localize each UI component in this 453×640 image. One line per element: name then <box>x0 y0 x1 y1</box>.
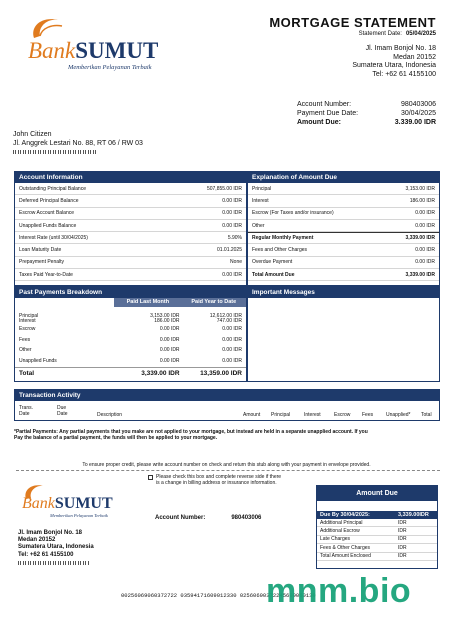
amount-due-value: 3.339.00 IDR <box>394 119 436 126</box>
past-payment-label: Unapplied Funds <box>19 357 57 364</box>
stub-amount-due-box <box>316 485 438 569</box>
important-messages-panel <box>247 286 440 382</box>
past-payment-row <box>15 345 246 356</box>
past-payment-ytd: 12,612.00 IDR <box>209 312 242 319</box>
cut-line <box>16 470 440 471</box>
account-summary <box>297 100 436 127</box>
customer-street: Jl. Anggrek Lestari No. 88, RT 06 / RW 03 <box>13 140 143 147</box>
col-unapplied: Unapplied* <box>386 412 411 418</box>
account-info-row-label: Deferred Principal Balance <box>19 197 79 204</box>
past-payment-last: 0.00 IDR <box>159 336 180 343</box>
past-payment-last: 3,153.00 IDR <box>150 312 180 319</box>
amount-due-row-value: 3,339.00 IDR <box>405 271 435 278</box>
account-info-row <box>15 257 246 269</box>
stub-amount-row-label: Fees & Other Charges <box>320 544 371 551</box>
account-info-row-label: Interest Rate (until 30/04/2025) <box>19 234 88 241</box>
account-info-row-value: 01.01.2025 <box>216 247 242 254</box>
past-payment-label: Fees <box>19 336 31 343</box>
amount-due-row-value: 0.00 IDR <box>415 259 435 266</box>
cut-line-instruction: To ensure proper credit, please write account number on check and return this stub along with your payment in envelope provided. <box>82 462 371 468</box>
transaction-activity-panel <box>14 389 440 421</box>
past-payment-row <box>15 319 246 325</box>
account-information-title: Account Information <box>15 172 246 183</box>
past-payment-row <box>15 356 246 367</box>
col-total: Total <box>421 412 432 418</box>
stub-bank-address <box>18 530 94 565</box>
bank-name-bank: Bank <box>28 38 76 63</box>
amount-due-row-label: Other <box>252 222 265 229</box>
account-info-row-label: Prepayment Penalty <box>19 259 65 266</box>
stub-amount-row <box>317 527 437 535</box>
paid-last-month-header: Paid Last Month <box>114 298 181 307</box>
transaction-activity-title: Transaction Activity <box>15 390 439 401</box>
bank-logo <box>28 14 188 74</box>
amount-due-row-label: Fees and Other Charges <box>252 247 308 254</box>
amount-due-row <box>248 269 439 281</box>
address-change-checkbox[interactable] <box>148 475 153 480</box>
partial-payments-line1: *Partial Payments: Any partial payments that you make are not applied to your mortgage, but instead are held in a separate unapplied account. If you <box>14 429 368 435</box>
stub-amount-row-label: Total Amount Enclosed <box>320 553 371 560</box>
past-payment-last: 186.00 IDR <box>154 318 180 325</box>
stub-due-by-value: 3,339.00IDR <box>398 512 429 518</box>
amount-due-row-value: 3,153.00 IDR <box>405 185 435 192</box>
account-information-panel <box>14 171 247 286</box>
account-info-row <box>15 269 246 281</box>
bank-address-line3: Sumatera Utara, Indonesia <box>352 62 436 70</box>
stub-amount-due-title: Amount Due <box>317 486 437 501</box>
address-change-note <box>148 474 281 486</box>
stub-due-by-label: Due By 30/04/2025: <box>320 512 370 518</box>
amount-due-row-value: 0.00 IDR <box>415 247 435 254</box>
account-info-row <box>15 195 246 207</box>
stub-postal-barcode <box>18 561 90 565</box>
account-number-label: Account Number: <box>297 101 352 108</box>
account-number: 980403006 <box>400 101 436 108</box>
past-payments-total-row <box>15 367 246 378</box>
past-payment-last: 0.00 IDR <box>159 357 180 364</box>
stub-account-number <box>155 515 261 521</box>
amount-due-row-value: 186.00 IDR <box>409 197 435 204</box>
col-interest: Interest <box>304 412 321 418</box>
account-info-row-label: Outstanding Principal Balance <box>19 185 86 192</box>
amount-due-row <box>248 183 439 195</box>
past-payments-panel <box>14 286 247 382</box>
bank-phone: Tel: +62 61 4155100 <box>372 70 436 78</box>
stub-bank-name-sumut: SUMUT <box>54 495 113 512</box>
amount-due-explanation-panel <box>247 171 440 286</box>
stub-address-line2: Medan 20152 <box>18 537 56 544</box>
amount-due-row-label: Regular Monthly Payment <box>252 235 314 242</box>
past-payments-total-last: 3,339.00 IDR <box>141 369 180 377</box>
stub-amount-row <box>317 553 437 561</box>
amount-due-row-label: Overdue Payment <box>252 259 293 266</box>
document-title: MORTGAGE STATEMENT <box>269 15 436 30</box>
account-info-row <box>15 220 246 232</box>
account-info-row-value: 0.00 IDR <box>222 222 242 229</box>
stub-address-line1: Jl. Imam Bonjol No. 18 <box>18 530 83 536</box>
stub-amount-row-value[interactable]: IDR <box>398 536 407 543</box>
stub-amount-row-value[interactable]: IDR <box>398 528 407 535</box>
bank-name-sumut: SUMUT <box>75 38 159 63</box>
stub-amount-row-value[interactable]: IDR <box>398 553 407 560</box>
col-fees: Fees <box>362 412 374 418</box>
past-payment-label: Escrow <box>19 326 36 333</box>
amount-due-explanation-title: Explanation of Amount Due <box>248 172 439 183</box>
col-trans-date: Date <box>19 410 30 417</box>
past-payment-ytd: 0.00 IDR <box>222 326 242 333</box>
stub-amount-row <box>317 544 437 552</box>
statement-date: 05/04/2025 <box>405 31 436 37</box>
partial-payments-note <box>14 429 440 441</box>
col-principal: Principal <box>271 412 291 418</box>
col-escrow: Escrow <box>334 412 351 418</box>
past-payments-title: Past Payments Breakdown <box>15 287 246 298</box>
account-info-row <box>15 183 246 195</box>
bank-tagline: Memberikan Pelayanan Terbaik <box>68 64 152 71</box>
stub-amount-row-label: Late Charges <box>320 536 351 543</box>
col-trans: Trans. <box>19 405 33 411</box>
amount-due-row-label: Interest <box>252 197 269 204</box>
past-payment-label: Interest <box>19 318 36 325</box>
stub-amount-row-value[interactable]: IDR <box>398 519 407 526</box>
account-info-row <box>15 232 246 244</box>
stub-bank-tagline: Memberikan Pelayanan Terbaik <box>50 513 108 518</box>
amount-due-label: Amount Due: <box>297 119 341 126</box>
past-payments-total-label: Total <box>19 369 35 377</box>
amount-due-row <box>248 220 439 232</box>
stub-address-line3: Sumatera Utara, Indonesia <box>18 544 94 551</box>
amount-due-row-label: Principal <box>252 185 272 192</box>
stub-bank-logo <box>22 482 132 524</box>
account-info-row-label: Unapplied Funds Balance <box>19 222 77 229</box>
account-info-row-value: 0.00 IDR <box>222 271 242 278</box>
amount-due-row-label: Total Amount Due <box>252 271 295 278</box>
postal-barcode <box>13 150 97 154</box>
past-payment-ytd: 0.00 IDR <box>222 336 242 343</box>
stub-bank-name-bank: Bank <box>22 495 55 512</box>
bank-address-line1: Jl. Imam Bonjol No. 18 <box>365 45 436 52</box>
amount-due-row <box>248 257 439 269</box>
amount-due-row-value: 0.00 IDR <box>415 210 435 217</box>
account-info-row-label: Escrow Account Balance <box>19 210 75 217</box>
account-info-row-value: 5.90% <box>227 234 242 241</box>
partial-payments-line2: Pay the balance of a partial payment, the funds will then be applied to your mortgage. <box>14 435 218 442</box>
past-payment-ytd: 0.00 IDR <box>222 357 242 364</box>
stub-amount-row-label: Additional Escrow <box>320 528 360 535</box>
stub-phone: Tel: +62 61 4155100 <box>18 551 74 558</box>
micr-line: 00256069060372722 03594171609012330 02560690372245609060130 <box>121 592 316 599</box>
payment-due-label: Payment Due Date: <box>297 110 359 117</box>
past-payment-row <box>15 324 246 335</box>
account-info-row <box>15 244 246 256</box>
col-description: Description <box>97 412 123 418</box>
stub-account-number-label: Account Number: <box>155 515 206 521</box>
amount-due-row <box>248 232 439 244</box>
bank-address <box>352 45 436 79</box>
amount-due-row <box>248 195 439 207</box>
bank-address-line2: Medan 20152 <box>393 53 436 61</box>
stub-amount-row-value[interactable]: IDR <box>398 544 407 551</box>
past-payment-label: Principal <box>19 312 39 319</box>
col-amount: Amount <box>243 412 261 418</box>
amount-due-row-value: 0.00 IDR <box>415 222 435 229</box>
amount-due-row-value: 3,339.00 IDR <box>405 235 435 242</box>
check-box-line1: Please check this box and complete reverse side if there <box>156 474 282 480</box>
amount-due-row <box>248 244 439 256</box>
amount-due-row-label: Escrow (For Taxes and/or insurance) <box>252 210 334 217</box>
customer-address <box>13 130 143 154</box>
col-due: Due <box>57 405 67 411</box>
stub-account-number-value: 980403006 <box>231 515 262 521</box>
stub-amount-row <box>317 536 437 544</box>
past-payment-label: Other <box>19 347 32 354</box>
paid-ytd-header: Paid Year to Date <box>182 298 246 307</box>
past-payment-last: 0.00 IDR <box>159 326 180 333</box>
stub-amount-row-label: Additional Principal <box>320 519 363 526</box>
past-payment-row <box>15 335 246 346</box>
past-payment-ytd: 747.00 IDR <box>216 318 242 325</box>
stub-amount-row <box>317 519 437 527</box>
account-info-row <box>15 208 246 220</box>
account-info-row-value: 507,855.00 IDR <box>206 185 242 192</box>
account-info-row-label: Loan Maturity Date <box>19 247 62 254</box>
past-payments-total-ytd: 13,359.00 IDR <box>200 369 242 377</box>
account-info-row-label: Taxes Paid Year-to-Date <box>19 271 73 278</box>
customer-name: John Citizen <box>13 131 52 138</box>
watermark: mnm.bio <box>266 572 412 610</box>
statement-date-label: Statement Date: <box>358 31 402 37</box>
amount-due-row <box>248 208 439 220</box>
important-messages-title: Important Messages <box>248 287 439 298</box>
account-info-row-value: 0.00 IDR <box>222 197 242 204</box>
past-payment-last: 0.00 IDR <box>159 347 180 354</box>
account-info-row-value: 0.00 IDR <box>222 210 242 217</box>
past-payment-ytd: 0.00 IDR <box>222 347 242 354</box>
check-box-line2: is a change in billing address or insurance information. <box>156 480 277 486</box>
account-info-row-value: None <box>230 259 242 266</box>
payment-due-date: 30/04/2025 <box>400 110 436 117</box>
col-due-date: Date <box>57 410 68 417</box>
